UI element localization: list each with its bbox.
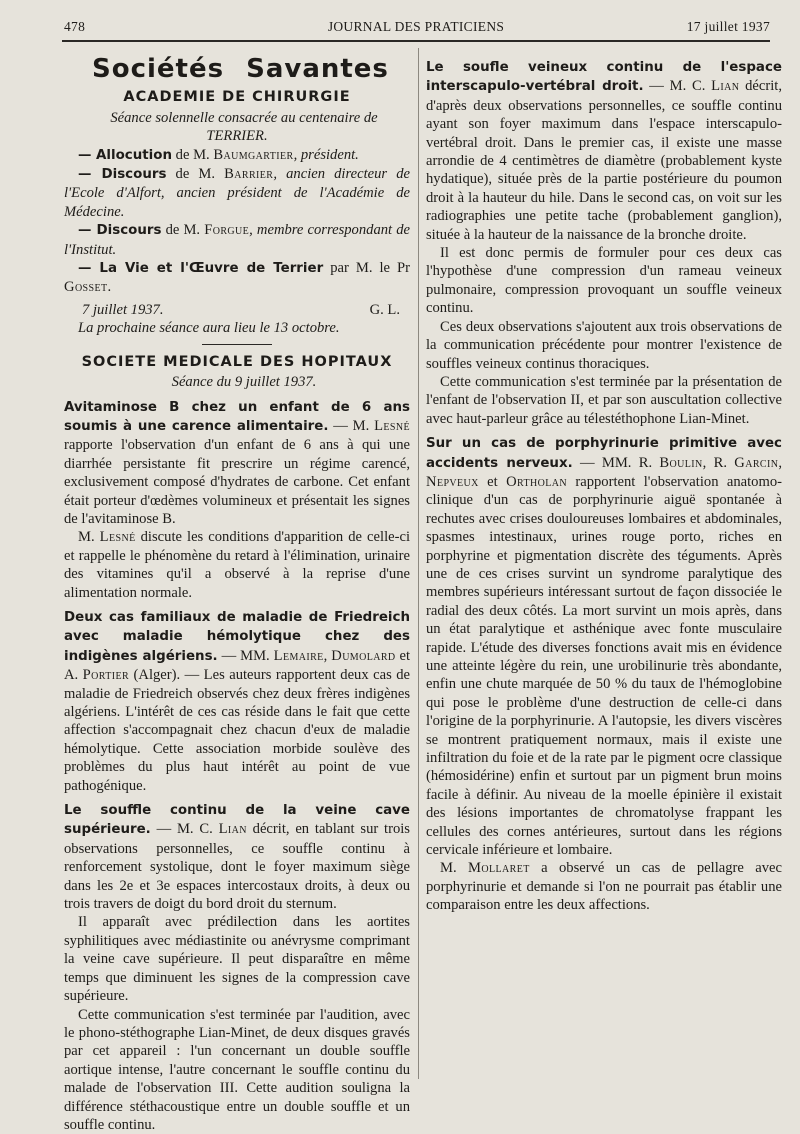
column-divider [418, 48, 419, 1079]
page-number: 478 [64, 19, 85, 35]
section-heading-word-2: Savantes [246, 54, 389, 84]
signature-date: 7 juillet 1937. [82, 301, 163, 319]
article-veine-cave: Le souffle continu de la veine cave supérieure. — M. C. Lian décrit, en tablant sur trois observations personnelles, ce souffle continu à renforcement systolique, dont le foyer maximum siège dans les 2e et 3e espaces intercostaux droits, à deux ou trois travers de doigt du bord droit du sternum. [64, 801, 410, 913]
article-avitaminose: Avitaminose B chez un enfant de 6 ans soumis à une carence alimentaire. — M. Lesné rapporte l'observation d'un enfant de 6 ans à qui une diarrhée persistante fit prescrire un régime carencé, exclusivement composé d'hydrates de carbone. Cet enfant était porteur d'œdèmes volumineux et présentait les signes de l'avitaminose B. [64, 398, 410, 529]
section-heading-word-1: Sociétés [92, 54, 224, 84]
article-avitaminose-p2: M. Lesné discute les conditions d'apparition de celle-ci et rappelle le phénomène du retard à l'élimination, urinaire des vitamines qu'il a observé à la reprise d'une alimentation normale. [64, 528, 410, 602]
right-column [426, 52, 782, 915]
section-separator [202, 344, 272, 345]
article-interscapulo-p3: Ces deux observations s'ajoutent aux trois observations de la communication précédente pour montrer l'existence de souffles veineux continus thoraciques. [426, 318, 782, 373]
page-header [62, 14, 770, 42]
signature-initials: G. L. [370, 301, 400, 319]
article-porphyrinurie-p2: M. Mollaret a observé un cas de pellagre avec porphyrinurie et demande si l'on ne pourrait pas établir une comparaison entre les deux affections. [426, 859, 782, 914]
issue-date: 17 juillet 1937 [687, 19, 770, 35]
journal-title: JOURNAL DES PRATICIENS [62, 19, 770, 35]
article-interscapulo-p4: Cette communication s'est terminée par la présentation de l'enfant de l'observation II, et par son auscultation collective avec haut-parleur grâce au télestéthophone Lian-Minet. [426, 373, 782, 428]
academie-item-vie-oeuvre: — La Vie et l'Œuvre de Terrier par M. le Pr Gosset. [64, 259, 410, 297]
left-column [64, 52, 410, 1134]
academie-subtitle: Séance solennelle consacrée au centenaire de TERRIER. [64, 109, 410, 146]
academie-item-discours-2: — Discours de M. Forgue, membre correspondant de l'Institut. [64, 221, 410, 259]
academie-item-allocution: — Allocution de M. Baumgartier, président. [64, 146, 410, 165]
academie-item-discours-1: — Discours de M. Barrier, ancien directeur de l'Ecole d'Alfort, ancien président de l'Académie de Médecine. [64, 165, 410, 221]
academie-signature [64, 301, 410, 319]
article-interscapulo-p2: Il est donc permis de formuler pour ces deux cas l'hypothèse d'une compression d'un rameau veineux pulmonaire, compression provoquant un souffle veineux continu. [426, 244, 782, 318]
next-session-note: La prochaine séance aura lieu le 13 octobre. [64, 319, 410, 337]
hopitaux-subtitle: Séance du 9 juillet 1937. [64, 373, 410, 391]
article-friedreich: Deux cas familiaux de maladie de Friedreich avec maladie hémolytique chez des indigènes algériens. — MM. Lemaire, Dumolard et A. Portier (Alger). — Les auteurs rapportent deux cas de maladie de Friedreich observés chez deux frères indigènes algériens. L'intérêt de ces cas réside dans le fait que cette affection s'accompagnait chez chacun d'eux de maladie hémolytique. Cette association morbide soulève des problèmes du plus haut intérêt au point de vue pathogénique. [64, 608, 410, 795]
article-porphyrinurie: Sur un cas de porphyrinurie primitive avec accidents nerveux. — MM. R. Boulin, R. Garcin, Nepveux et Ortholan rapportent l'observation anatomo-clinique d'un cas de porphyrinurie aiguë spontanée à rechutes avec crises douloureuses lombaires et abdominales, spasmes intestinaux, urines rouge porto, riches en porphyrine et pigmentation discrète des téguments. Après une de ces crises survint un syndrome paralytique des membres supérieurs intéressant surtout de façon dissociée le radial des deux côtés. La mort survint un mois après, dans un état paralytique et asthénique avec fonte musculaire rapide. L'étude des diverses fonctions avait mis en évidence une atteinte légère du rein, une urobilinurie très abondante, enfin une chute marquée de 50 % du taux de l'hémoglobine qui pose le problème d'une destruction de celle-ci dans l'origine de la porphyrinurie. A l'autopsie, les divers viscères se montrent pratiquement normaux, mais il existe une infiltration du foie et de la rate par le pigment ocre classique (hémosidérine) enfin et surtout par un pigment brun moins facile à définir. Au niveau de la moelle épinière il existait des lésions importantes de chromatolyse frappant les cellules des cornes antérieures, surtout dans les régions cervicale inférieure et lombaire. [426, 434, 782, 859]
article-interscapulo: Le soufle veineux continu de l'espace interscapulo-vertébral droit. — M. C. Lian décrit, d'après deux observations personnelles, ce souffle continu ayant son foyer maximum dans l'espace interscapulo-vertébral droit. Dans le premier cas, il existe une masse arrondie de 4 centimètres de diamètre (probablement kyste hydatique), située près de la partie postérieure du poumon droit à la hauteur du hile. Dans le second cas, on voit sur les radiographies une petite tache (probablement ganglion), située à la hauteur de la naissance de la bronche droite. [426, 58, 782, 244]
article-veine-cave-p3: Cette communication s'est terminée par l'audition, avec le phono-stéthographe Lian-Minet, de deux disques gravés par cet appareil : l'un concernant un double souffle aortique intense, l'autre concernant le souffle continu du malade de l'observation III. Cette audition souligna la différence stéthacoustique entre un double souffle et un souffle continu. [64, 1006, 410, 1134]
hopitaux-title: SOCIETE MEDICALE DES HOPITAUX [64, 353, 410, 371]
section-heading [92, 60, 410, 78]
academie-title: ACADEMIE DE CHIRURGIE [64, 88, 410, 106]
article-veine-cave-p2: Il apparaît avec prédilection dans les aortites syphilitiques avec médiastinite ou anévrysme comprimant la veine cave supérieure. Il peut disparaître en même temps que diminuent les signes de la compression cave supérieure. [64, 913, 410, 1005]
